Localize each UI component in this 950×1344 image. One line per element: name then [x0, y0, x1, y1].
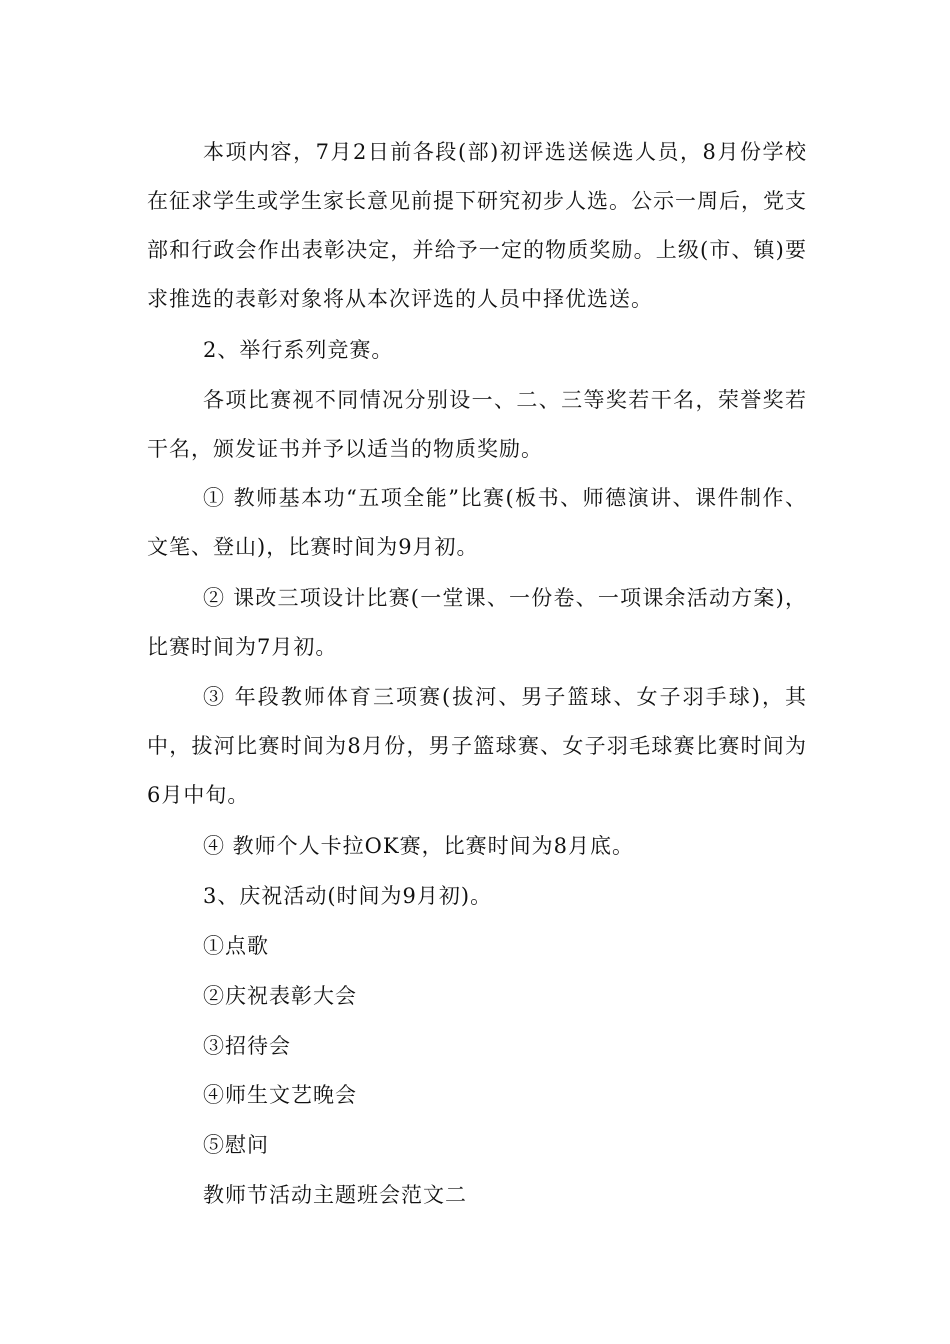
paragraph-item-karaoke: ④ 教师个人卡拉OK赛，比赛时间为8月底。: [203, 834, 634, 858]
paragraph-heading-celebration: 3、庆祝活动(时间为9月初)。: [203, 884, 493, 908]
paragraph-item-basic-skills: ① 教师基本功“五项全能”比赛(板书、师德演讲、课件制作、文笔、登山)，比赛时间为9月初。: [147, 486, 807, 559]
paragraph-item-sports: ③ 年段教师体育三项赛(拔河、男子篮球、女子羽手球)，其中，拔河比赛时间为8月份，男子篮球赛、女子羽毛球赛比赛时间为6月中旬。: [147, 685, 807, 807]
paragraph-selection-process: 本项内容，7月2日前各段(部)初评选送候选人员，8月份学校在征求学生或学生家长意见前提下研究初步人选。公示一周后，党支部和行政会作出表彰决定，并给予一定的物质奖励。上级(市、镇)要求推选的表彰对象将从本次评选的人员中择优选送。: [147, 140, 807, 311]
list-item-visits: ⑤慰问: [203, 1133, 269, 1157]
list-item-commendation: ②庆祝表彰大会: [203, 984, 357, 1008]
list-item-song-request: ①点歌: [203, 934, 269, 958]
paragraph-item-curriculum-design: ② 课改三项设计比赛(一堂课、一份卷、一项课余活动方案)，比赛时间为7月初。: [147, 586, 807, 659]
paragraph-award-rules: 各项比赛视不同情况分别设一、二、三等奖若干名，荣誉奖若干名，颁发证书并予以适当的物质奖励。: [147, 388, 807, 461]
paragraph-heading-competitions: 2、举行系列竞赛。: [203, 338, 394, 362]
list-item-reception: ③招待会: [203, 1034, 291, 1058]
list-item-gala: ④师生文艺晚会: [203, 1083, 357, 1107]
section-title-sample-two: 教师节活动主题班会范文二: [203, 1183, 467, 1207]
